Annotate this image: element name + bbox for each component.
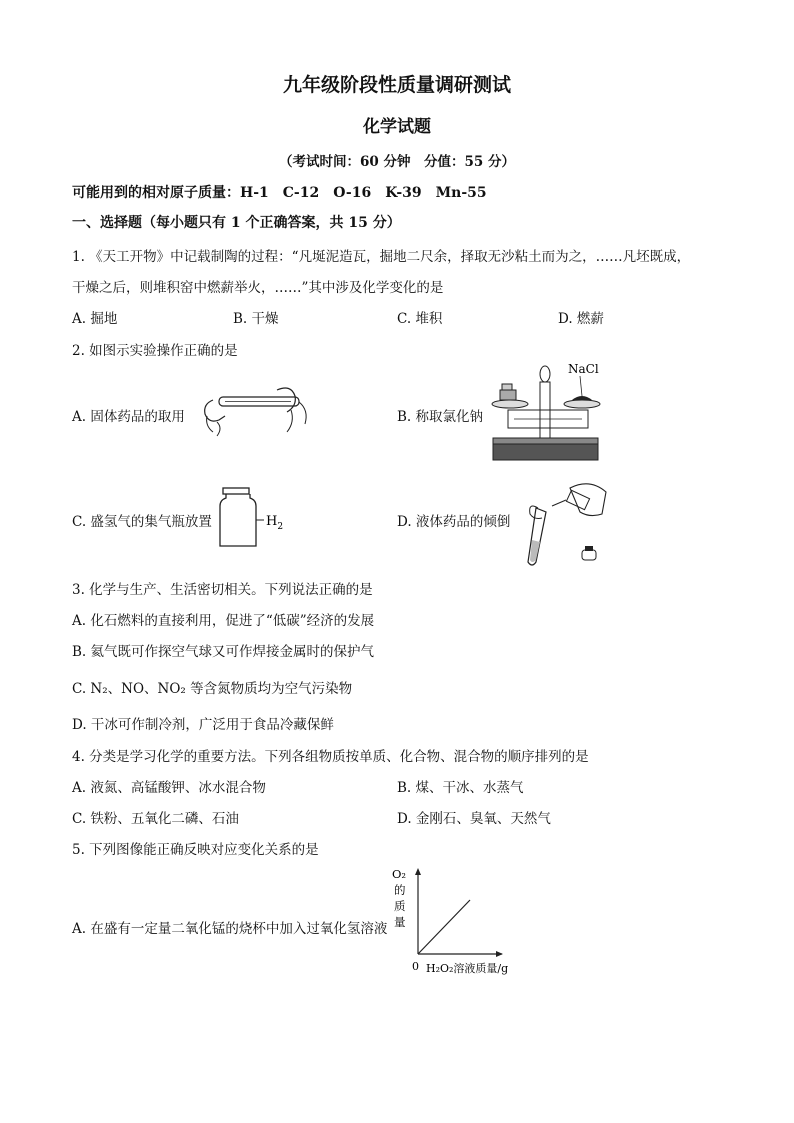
q1-option-d: D. 燃薪 bbox=[558, 311, 604, 327]
graph-ylabel-1: 的 bbox=[394, 883, 406, 897]
q4-option-c: C. 铁粉、五氧化二磷、石油 bbox=[72, 811, 239, 827]
q1-option-c: C. 堆积 bbox=[397, 311, 443, 327]
q2-option-a: A. 固体药品的取用 bbox=[72, 409, 185, 425]
q3-option-a: A. 化石燃料的直接利用，促进了“低碳”经济的发展 bbox=[72, 613, 375, 629]
q4-option-b: B. 煤、干冰、水蒸气 bbox=[397, 780, 524, 796]
figure-pouring bbox=[518, 478, 613, 568]
q2-option-c: C. 盛氢气的集气瓶放置 bbox=[72, 514, 212, 530]
q1-option-a: A. 掘地 bbox=[72, 311, 118, 327]
q1-stem-line2: 干燥之后，则堆积窑中燃薪举火，……”其中涉及化学变化的是 bbox=[72, 280, 444, 296]
section-heading: 一、选择题（每小题只有 1 个正确答案，共 15 分） bbox=[72, 215, 401, 231]
exam-info: （考试时间：60 分钟 分值：55 分） bbox=[279, 154, 515, 170]
graph-ylabel-3: 量 bbox=[394, 915, 406, 929]
h2-label: H bbox=[266, 514, 278, 529]
q3-stem: 3. 化学与生产、生活密切相关。下列说法正确的是 bbox=[72, 582, 373, 598]
graph-line bbox=[418, 900, 470, 954]
q1-stem-line1: 1. 《天工开物》中记载制陶的过程：“凡埏泥造瓦，掘地二尺余，择取无沙粘土而为之，……凡坯既成， bbox=[72, 249, 691, 265]
q4-option-d: D. 金刚石、臭氧、天然气 bbox=[397, 811, 551, 827]
q4-option-a: A. 液氮、高锰酸钾、冰水混合物 bbox=[72, 780, 266, 796]
graph-ylabel-2: 质 bbox=[394, 899, 406, 913]
q4-stem: 4. 分类是学习化学的重要方法。下列各组物质按单质、化合物、混合物的顺序排列的是 bbox=[72, 749, 589, 765]
q3-option-d: D. 干冰可作制冷剂，广泛用于食品冷藏保鲜 bbox=[72, 717, 334, 733]
q2-option-d: D. 液体药品的倾倒 bbox=[397, 514, 511, 530]
page-title: 九年级阶段性质量调研测试 bbox=[282, 74, 511, 96]
graph-ylabel-0: O₂ bbox=[392, 867, 407, 881]
q3-option-c: C. N₂、NO、NO₂ 等含氮物质均为空气污染物 bbox=[72, 681, 353, 697]
figure-gas-jar bbox=[218, 486, 298, 550]
svg-text:H2 bbox=[266, 514, 283, 532]
q5-graph-a bbox=[392, 866, 532, 978]
h2-subscript: 2 bbox=[277, 522, 284, 532]
q1-option-b: B. 干燥 bbox=[233, 311, 279, 327]
q5-option-a: A. 在盛有一定量二氧化锰的烧杯中加入过氧化氢溶液 bbox=[72, 921, 388, 937]
q2-stem: 2. 如图示实验操作正确的是 bbox=[72, 343, 238, 359]
figure-solid-reagent bbox=[195, 380, 315, 440]
figure-balance bbox=[490, 360, 605, 468]
subject-title: 化学试题 bbox=[363, 117, 431, 137]
q3-option-b: B. 氦气既可作探空气球又可作焊接金属时的保护气 bbox=[72, 644, 375, 660]
atomic-masses: 可能用到的相对原子质量：H-1 C-12 O-16 K-39 Mn-55 bbox=[72, 185, 487, 201]
q5-stem: 5. 下列图像能正确反映对应变化关系的是 bbox=[72, 842, 319, 858]
graph-xlabel: H₂O₂溶液质量/g bbox=[426, 962, 509, 975]
q2-option-b: B. 称取氯化钠 bbox=[397, 409, 484, 425]
nacl-label: NaCl bbox=[568, 362, 599, 376]
graph-origin: 0 bbox=[412, 960, 419, 973]
